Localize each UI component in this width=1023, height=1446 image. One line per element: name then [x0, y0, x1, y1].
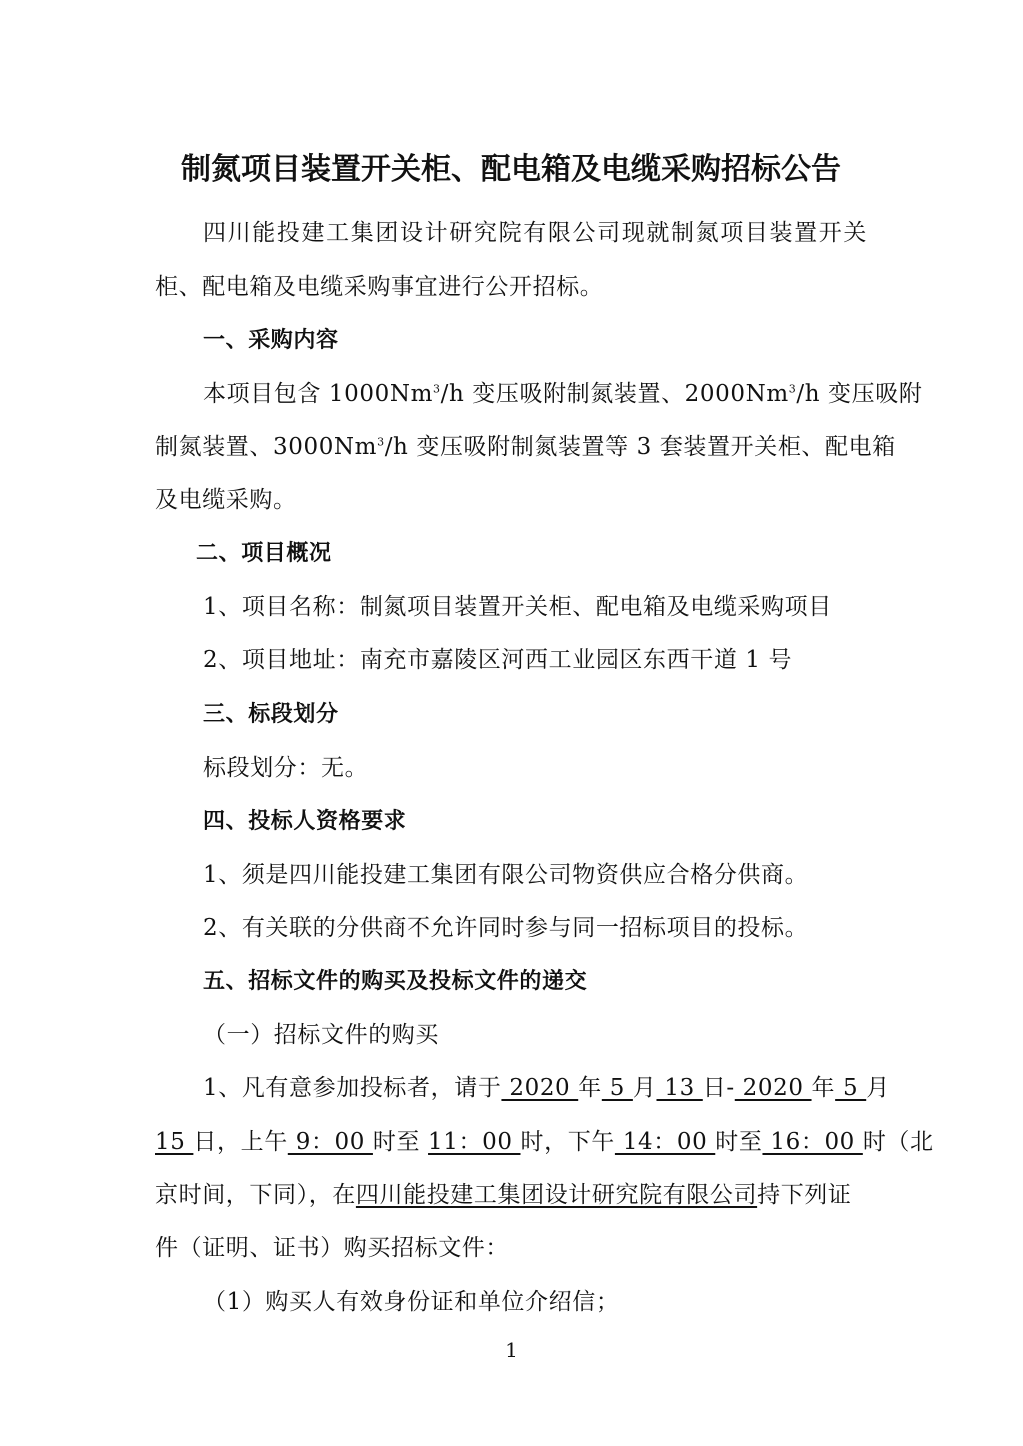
qualification-item-2: 2、有关联的分供商不允许同时参与同一招标项目的投标。 — [203, 915, 809, 941]
text-span: 时至 — [715, 1129, 763, 1155]
text-span: 京时间，下同），在 — [155, 1182, 356, 1208]
section-heading-lot-division: 三、标段划分 — [203, 702, 339, 727]
text-span: 月 — [866, 1075, 890, 1101]
text-span: 日，上午 — [193, 1129, 288, 1155]
text-span: 年 — [578, 1075, 602, 1101]
end-month: 5 — [835, 1075, 867, 1101]
lot-division-line: 标段划分：无。 — [203, 755, 369, 781]
text-span: 月 — [632, 1075, 657, 1101]
required-document-item-1: （1）购买人有效身份证和单位介绍信； — [203, 1289, 620, 1315]
intro-line-1: 四川能投建工集团设计研究院有限公司现就制氮项目装置开关 — [203, 220, 867, 246]
superscript: 3 — [377, 435, 385, 449]
purchase-content-line-2 — [155, 432, 896, 462]
superscript: 3 — [432, 382, 441, 396]
subheading-document-purchase: （一）招标文件的购买 — [203, 1022, 439, 1048]
morning-start-time: 9：00 — [287, 1129, 373, 1155]
text-span: 年 — [811, 1075, 836, 1101]
text-span: 制氮装置、3000Nm — [155, 434, 378, 460]
section-heading-purchase-content: 一、采购内容 — [203, 328, 339, 353]
qualification-item-1: 1、须是四川能投建工集团有限公司物资供应合格分供商。 — [203, 862, 809, 888]
end-day: 15 — [155, 1129, 194, 1155]
purchase-documents-line: 件（证明、证书）购买招标文件： — [155, 1235, 509, 1261]
text-span: 日- — [702, 1075, 735, 1101]
project-address-line: 2、项目地址：南充市嘉陵区河西工业园区东西干道 1 号 — [203, 647, 793, 673]
purchase-content-line-3: 及电缆采购。 — [155, 487, 297, 513]
purchase-content-line-1 — [203, 379, 923, 409]
organization-name: 四川能投建工集团设计研究院有限公司 — [355, 1182, 758, 1208]
text-span: /h 变压吸附 — [796, 381, 923, 407]
page-title: 制氮项目装置开关柜、配电箱及电缆采购招标公告 — [181, 152, 841, 187]
text-span: 持下列证 — [757, 1182, 852, 1208]
section-heading-bidder-qualification: 四、投标人资格要求 — [203, 809, 407, 834]
purchase-time-line-2 — [155, 1127, 934, 1157]
start-day: 13 — [656, 1075, 703, 1101]
morning-end-time: 11：00 — [428, 1129, 521, 1155]
purchase-time-line-1 — [203, 1073, 890, 1103]
section-heading-documents: 五、招标文件的购买及投标文件的递交 — [203, 969, 588, 994]
superscript: 3 — [788, 382, 797, 396]
project-name-line: 1、项目名称：制氮项目装置开关柜、配电箱及电缆采购项目 — [203, 594, 832, 620]
intro-line-2: 柜、配电箱及电缆采购事宜进行公开招标。 — [155, 274, 604, 300]
text-span: 1、凡有意参加投标者，请于 — [203, 1075, 502, 1101]
text-span: 时，下午 — [520, 1129, 615, 1155]
section-heading-project-overview: 二、项目概况 — [196, 541, 332, 566]
afternoon-end-time: 16：00 — [762, 1129, 863, 1155]
text-span: 时（北 — [862, 1129, 934, 1155]
start-year: 2020 — [501, 1075, 579, 1101]
text-span: /h 变压吸附制氮装置等 3 套装置开关柜、配电箱 — [384, 434, 896, 460]
text-span: 本项目包含 1000Nm — [203, 381, 433, 407]
page-number: 1 — [505, 1338, 518, 1362]
end-year: 2020 — [734, 1075, 812, 1101]
start-month: 5 — [601, 1075, 633, 1101]
afternoon-start-time: 14：00 — [614, 1129, 716, 1155]
purchase-location-line — [155, 1180, 867, 1210]
text-span: /h 变压吸附制氮装置、2000Nm — [440, 381, 789, 407]
text-span: 时至 — [372, 1129, 429, 1155]
